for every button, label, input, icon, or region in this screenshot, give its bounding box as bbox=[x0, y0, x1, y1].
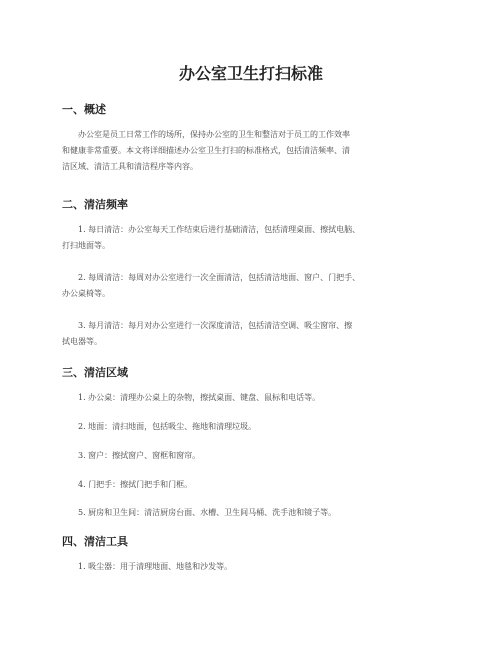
frequency-item bbox=[62, 270, 442, 302]
overview-line: 办公室是员工日常工作的场所，保持办公室的卫生和整洁对于员工的工作效率 bbox=[78, 130, 350, 139]
overview-line: 洁区域、清洁工具和清洁程序等内容。 bbox=[62, 162, 198, 171]
area-item: 1. 办公桌：清理办公桌上的杂物，擦拭桌面、键盘、鼠标和电话等。 bbox=[78, 393, 321, 402]
frequency-item-line: 打扫地面等。 bbox=[62, 241, 110, 250]
section-heading-overview: 一、概述 bbox=[62, 103, 106, 116]
overview-paragraph bbox=[62, 127, 442, 175]
area-item: 5. 厨房和卫生间：清洁厨房台面、水槽、卫生间马桶、洗手池和镜子等。 bbox=[78, 508, 337, 517]
area-item: 3. 窗户：擦拭窗户、窗框和窗帘。 bbox=[78, 451, 201, 460]
tool-item: 1. 吸尘器：用于清理地面、地毯和沙发等。 bbox=[78, 562, 233, 571]
section-heading-frequency: 二、清洁频率 bbox=[62, 198, 128, 211]
frequency-item-line: 1. 每日清洁：办公室每天工作结束后进行基础清洁，包括清理桌面、擦拭电脑、 bbox=[78, 225, 361, 234]
section-heading-areas: 三、清洁区域 bbox=[62, 366, 128, 379]
frequency-item-line: 3. 每月清洁：每月对办公室进行一次深度清洁，包括清洁空调、吸尘窗帘、擦 bbox=[78, 321, 353, 330]
area-item: 4. 门把手：擦拭门把手和门框。 bbox=[78, 480, 193, 489]
document-title: 办公室卫生打扫标准 bbox=[178, 64, 323, 83]
area-item: 2. 地面：清扫地面，包括吸尘、拖地和清理垃圾。 bbox=[78, 422, 257, 431]
frequency-item bbox=[62, 222, 442, 254]
section-heading-tools: 四、清洁工具 bbox=[62, 535, 128, 548]
frequency-item-line: 2. 每周清洁：每周对办公室进行一次全面清洁，包括清洁地面、窗户、门把手、 bbox=[78, 273, 361, 282]
frequency-item-line: 拭电器等。 bbox=[62, 337, 102, 346]
overview-line: 和健康非常重要。本文将详细描述办公室卫生打扫的标准格式，包括清洁频率、清 bbox=[62, 146, 350, 155]
frequency-item bbox=[62, 318, 442, 350]
frequency-item-line: 办公桌椅等。 bbox=[62, 289, 110, 298]
